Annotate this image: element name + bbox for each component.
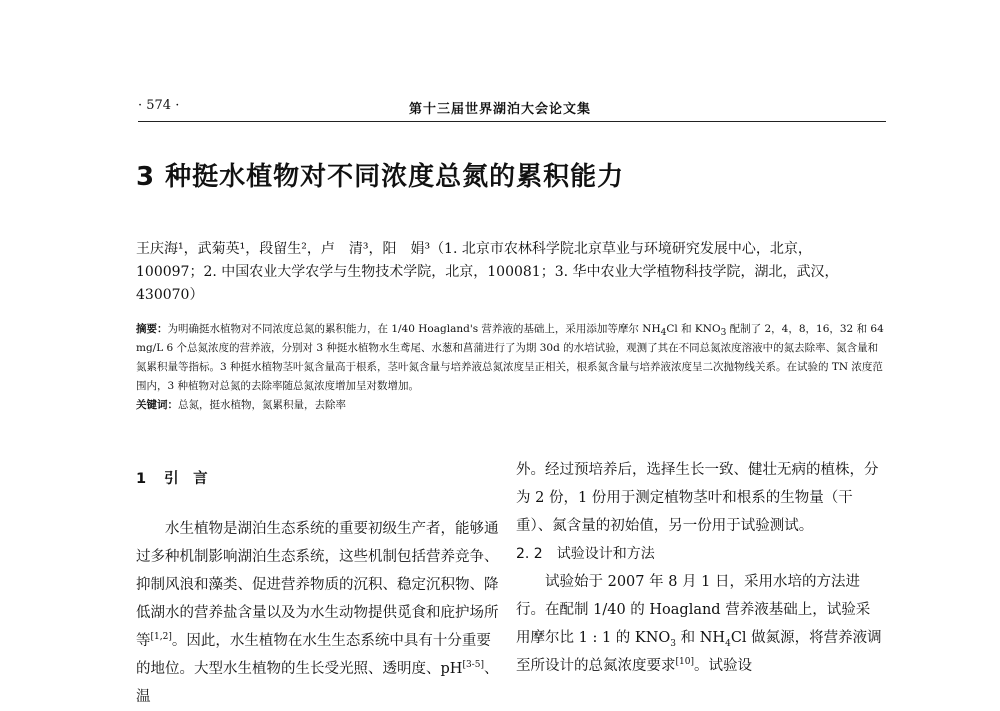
abstract-block (136, 320, 886, 415)
citation: [10] (675, 657, 694, 668)
paper-title: 3 种挺水植物对不同浓度总氮的累积能力 (136, 162, 625, 192)
running-title: 第十三届世界湖泊大会论文集 (408, 102, 591, 117)
section-heading (136, 465, 502, 493)
left-column (136, 465, 502, 711)
right-column (516, 456, 882, 680)
keywords-text: 总氮，挺水植物，氮累积量，去除率 (178, 399, 346, 411)
affiliation-line-1: （1. 北京市农林科学院北京草业与环境研究发展中心，北京， (430, 241, 812, 257)
body-paragraph (136, 515, 502, 711)
paragraph-text: Cl 做氮源，将营养液调至所设计的总氮浓度要求 (516, 630, 882, 674)
abstract-text: 配制了 2，4，8，16，32 和 64 mg/L 6 个总氮浓度的营养液，分别对 3 种挺水植物水生鸢尾、水葱和菖蒲进行了为期 30d 的水培试验，观测了其在不同总氮浓度溶液中的氮去除率、氮含量和氮累积量等指标。3 种挺水植物茎叶氮含量高于根系，茎叶氮含量与培养液总氮浓度呈正相关，根系氮含量与培养液浓度呈二次抛物线关系。在试验的 TN 浓度范围内，3 种植物对总氮的去除率随总氮浓度增加呈对数增加。 (136, 323, 884, 392)
paragraph-text: 和 NH (676, 630, 726, 646)
abstract-text: Cl 和 KNO (666, 323, 721, 335)
paragraph-text: 、温 (136, 661, 499, 705)
paragraph-text: 。试验设 (693, 658, 752, 674)
keywords-label: 关键词： (136, 399, 178, 411)
author-block (136, 238, 888, 307)
subscript: 4 (725, 638, 731, 649)
abstract-label: 摘要： (136, 323, 168, 335)
paragraph-text: 。因此，水生植物在水生生态系统中具有十分重要的地位。大型水生植物的生长受光照、透明度、pH (136, 633, 491, 677)
section-number: 1 (136, 471, 147, 487)
subsection-title: 试验设计和方法 (556, 546, 655, 562)
paragraph-text: 试验始于 2007 年 8 月 1 日，采用水培的方法进行。在配制 1/40 的 Hoagland 营养液基础上，试验采用摩尔比 1 : 1 的 KNO (516, 574, 871, 646)
paragraph-text: 水生植物是湖泊生态系统的重要初级生产者，能够通过多种机制影响湖泊生态系统，这些机制包括营养竞争、抑制风浪和藻类、促进营养物质的沉积、稳定沉积物、降低湖水的营养盐含量以及为水生动物提供觅食和庇护场所等 (136, 521, 499, 649)
subsection-heading (516, 540, 882, 568)
page-number: · 574 · (138, 98, 180, 113)
citation: [1,2] (150, 632, 172, 643)
subscript: 3 (670, 638, 677, 649)
body-paragraph (516, 568, 882, 680)
citation: [3-5] (462, 660, 484, 671)
body-paragraph: 外。经过预培养后，选择生长一致、健壮无病的植株，分为 2 份，1 份用于测定植物茎叶和根系的生物量（干重）、氮含量的初始值，另一份用于试验测试。 (516, 462, 879, 534)
subscript: 3 (720, 328, 727, 339)
section-title: 引 言 (164, 471, 208, 487)
subscript: 4 (660, 328, 667, 339)
subsection-number: 2. 2 (516, 546, 543, 562)
header-rule (138, 121, 886, 122)
author-names: 王庆海¹，武菊英¹，段留生²，卢 清³，阳 娟³ (136, 241, 431, 257)
abstract-text: 为明确挺水植物对不同浓度总氮的累积能力，在 1/40 Hoagland's 营养液的基础上，采用添加等摩尔 NH (167, 323, 661, 335)
affiliation-line-2: 100097；2. 中国农业大学农学与生物技术学院，北京，100081；3. 华中农业大学植物科技学院，湖北，武汉，430070） (136, 264, 839, 303)
